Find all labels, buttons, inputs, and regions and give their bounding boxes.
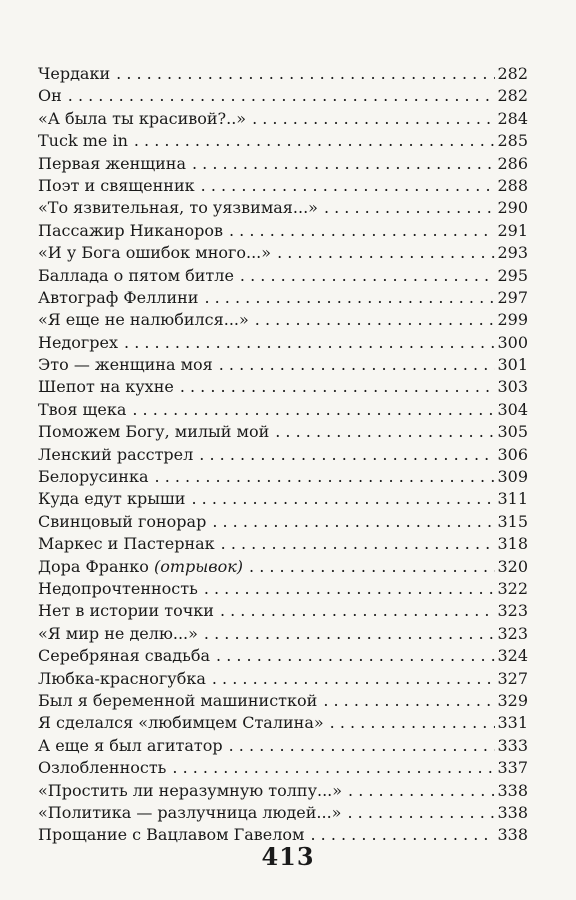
toc-entry-page: 323	[497, 601, 528, 621]
dot-leader	[219, 354, 496, 376]
toc-entry-page: 301	[497, 355, 528, 375]
dot-leader	[277, 242, 495, 264]
dot-leader	[68, 85, 496, 107]
toc-entry	[38, 668, 528, 690]
dot-leader	[116, 63, 495, 85]
toc-entry	[38, 645, 528, 667]
dot-leader	[180, 376, 496, 398]
toc-entry	[38, 309, 528, 331]
toc-entry-title: Поэт и священник	[38, 175, 195, 195]
toc-entry-page: 333	[497, 735, 528, 755]
dot-leader	[124, 332, 495, 354]
toc-entry	[38, 511, 528, 533]
toc-entry-page: 305	[497, 422, 528, 442]
toc-entry	[38, 556, 528, 578]
toc-entry-title: Прощание с Вацлавом Гавелом	[38, 825, 305, 845]
toc-entry-page: 288	[497, 175, 528, 195]
toc-entry-title: Я сделался «любимцем Сталина»	[38, 713, 324, 733]
table-of-contents	[38, 63, 528, 847]
dot-leader	[204, 623, 496, 645]
toc-entry-title: Чердаки	[38, 64, 111, 83]
toc-entry-page: 295	[497, 265, 528, 285]
dot-leader	[323, 690, 495, 712]
toc-entry	[38, 399, 528, 421]
dot-leader	[348, 780, 495, 802]
toc-entry	[38, 153, 528, 175]
toc-entry	[38, 444, 528, 466]
dot-leader	[252, 108, 495, 130]
toc-entry-page: 303	[497, 377, 528, 397]
toc-entry-title: «Простить ли неразумную толпу...»	[38, 780, 343, 800]
toc-entry-title: Свинцовый гонорар	[38, 511, 207, 531]
dot-leader	[192, 153, 495, 175]
dot-leader	[324, 197, 496, 219]
toc-entry-page: 318	[497, 534, 528, 554]
toc-entry-title: Шепот на кухне	[38, 377, 174, 397]
dot-leader	[249, 556, 495, 578]
toc-entry-page: 320	[497, 556, 528, 576]
dot-leader	[347, 802, 495, 824]
dot-leader	[221, 533, 496, 555]
toc-entry-page: 304	[497, 399, 528, 419]
toc-entry-title: Белорусинка	[38, 467, 149, 487]
toc-entry	[38, 220, 528, 242]
dot-leader	[199, 444, 495, 466]
toc-entry	[38, 578, 528, 600]
toc-entry-page: 300	[497, 332, 528, 352]
toc-entry	[38, 533, 528, 555]
toc-entry-title: А еще я был агитатор	[38, 735, 223, 755]
toc-entry-page: 306	[497, 444, 528, 464]
toc-entry	[38, 600, 528, 622]
toc-entry	[38, 332, 528, 354]
toc-entry-title: Автограф Феллини	[38, 287, 199, 307]
toc-entry-title: Озлобленность	[38, 758, 167, 778]
toc-entry	[38, 287, 528, 309]
toc-entry-page: 327	[497, 668, 528, 688]
dot-leader	[132, 399, 495, 421]
toc-entry	[38, 421, 528, 443]
toc-entry-page: 286	[497, 153, 528, 173]
toc-entry	[38, 623, 528, 645]
toc-entry-title: Это — женщина моя	[38, 355, 213, 375]
dot-leader	[204, 287, 495, 309]
dot-leader	[172, 757, 495, 779]
dot-leader	[240, 265, 496, 287]
toc-entry	[38, 63, 528, 85]
toc-entry-title: Нет в истории точки	[38, 601, 214, 621]
toc-entry-title: Поможем Богу, милый мой	[38, 422, 270, 442]
toc-entry-title: Баллада о пятом битле	[38, 265, 234, 285]
toc-entry	[38, 735, 528, 757]
page-number: 413	[261, 842, 315, 871]
toc-entry-page: 282	[497, 64, 528, 83]
dot-leader	[220, 600, 496, 622]
toc-entry-title: Недогрех	[38, 332, 119, 352]
toc-entry	[38, 780, 528, 802]
toc-entry	[38, 130, 528, 152]
toc-entry-title: Куда едут крыши	[38, 489, 186, 509]
toc-entry-page: 324	[497, 646, 528, 666]
dot-leader	[216, 645, 495, 667]
toc-entry-page: 285	[497, 131, 528, 151]
toc-entry	[38, 265, 528, 287]
toc-entry-page: 291	[497, 220, 528, 240]
toc-entry-title: «А была ты красивой?..»	[38, 108, 247, 128]
dot-leader	[201, 175, 496, 197]
toc-entry-page: 311	[497, 489, 528, 509]
toc-entry	[38, 802, 528, 824]
dot-leader	[255, 309, 496, 331]
dot-leader	[155, 466, 496, 488]
dot-leader	[134, 130, 496, 152]
toc-entry-page: 282	[497, 86, 528, 106]
toc-entry-title: Серебряная свадьба	[38, 646, 211, 666]
toc-entry	[38, 466, 528, 488]
toc-entry-title: Tuck me in	[38, 131, 128, 151]
toc-entry	[38, 242, 528, 264]
dot-leader	[330, 712, 496, 734]
toc-entry-page: 297	[497, 287, 528, 307]
toc-entry-page: 329	[497, 690, 528, 710]
toc-entry-title: Был я беременной машинисткой	[38, 690, 318, 710]
dot-leader	[191, 488, 495, 510]
toc-entry-title: Ленский расстрел	[38, 444, 194, 464]
toc-entry-page: 331	[497, 713, 528, 733]
toc-entry	[38, 757, 528, 779]
toc-entry	[38, 488, 528, 510]
toc-entry-title: «Политика — разлучница людей...»	[38, 802, 342, 822]
toc-entry-title: «Я еще не налюбился...»	[38, 310, 249, 330]
toc-entry	[38, 108, 528, 130]
toc-entry-title: Первая женщина	[38, 153, 186, 173]
toc-entry-title: Он	[38, 86, 62, 106]
toc-entry-title-suffix: (отрывок)	[153, 556, 244, 576]
toc-entry-title: Пассажир Никаноров	[38, 220, 223, 240]
toc-entry-page: 338	[497, 780, 528, 800]
toc-entry-title: «И у Бога ошибок много...»	[38, 243, 272, 263]
toc-entry-page: 290	[497, 198, 528, 218]
dot-leader	[229, 735, 496, 757]
dot-leader	[275, 421, 495, 443]
toc-entry	[38, 690, 528, 712]
toc-entry-page: 337	[497, 758, 528, 778]
toc-entry-page: 323	[497, 623, 528, 643]
toc-entry	[38, 376, 528, 398]
toc-entry-page: 293	[497, 243, 528, 263]
toc-entry-page: 338	[497, 825, 528, 845]
toc-entry-page: 315	[497, 511, 528, 531]
toc-entry-page: 322	[497, 578, 528, 598]
toc-entry-title: «То язвительная, то уязвимая...»	[38, 198, 318, 218]
toc-entry-page: 284	[497, 108, 528, 128]
toc-entry	[38, 197, 528, 219]
dot-leader	[212, 511, 495, 533]
toc-entry	[38, 85, 528, 107]
toc-entry	[38, 175, 528, 197]
toc-entry-title: Любка-красногубка	[38, 668, 206, 688]
toc-entry-title: «Я мир не делю...»	[38, 623, 198, 643]
toc-entry	[38, 354, 528, 376]
toc-entry-page: 309	[497, 467, 528, 487]
toc-entry-page: 338	[497, 802, 528, 822]
toc-entry-page: 299	[497, 310, 528, 330]
toc-entry-title: Маркес и Пастернак	[38, 534, 215, 554]
dot-leader	[204, 578, 496, 600]
toc-entry-title: Твоя щека	[38, 399, 127, 419]
dot-leader	[212, 668, 496, 690]
toc-entry-title: Недопрочтенность	[38, 578, 198, 598]
toc-entry	[38, 712, 528, 734]
toc-entry-title: Дора Франко (отрывок)	[38, 556, 244, 576]
dot-leader	[229, 220, 495, 242]
